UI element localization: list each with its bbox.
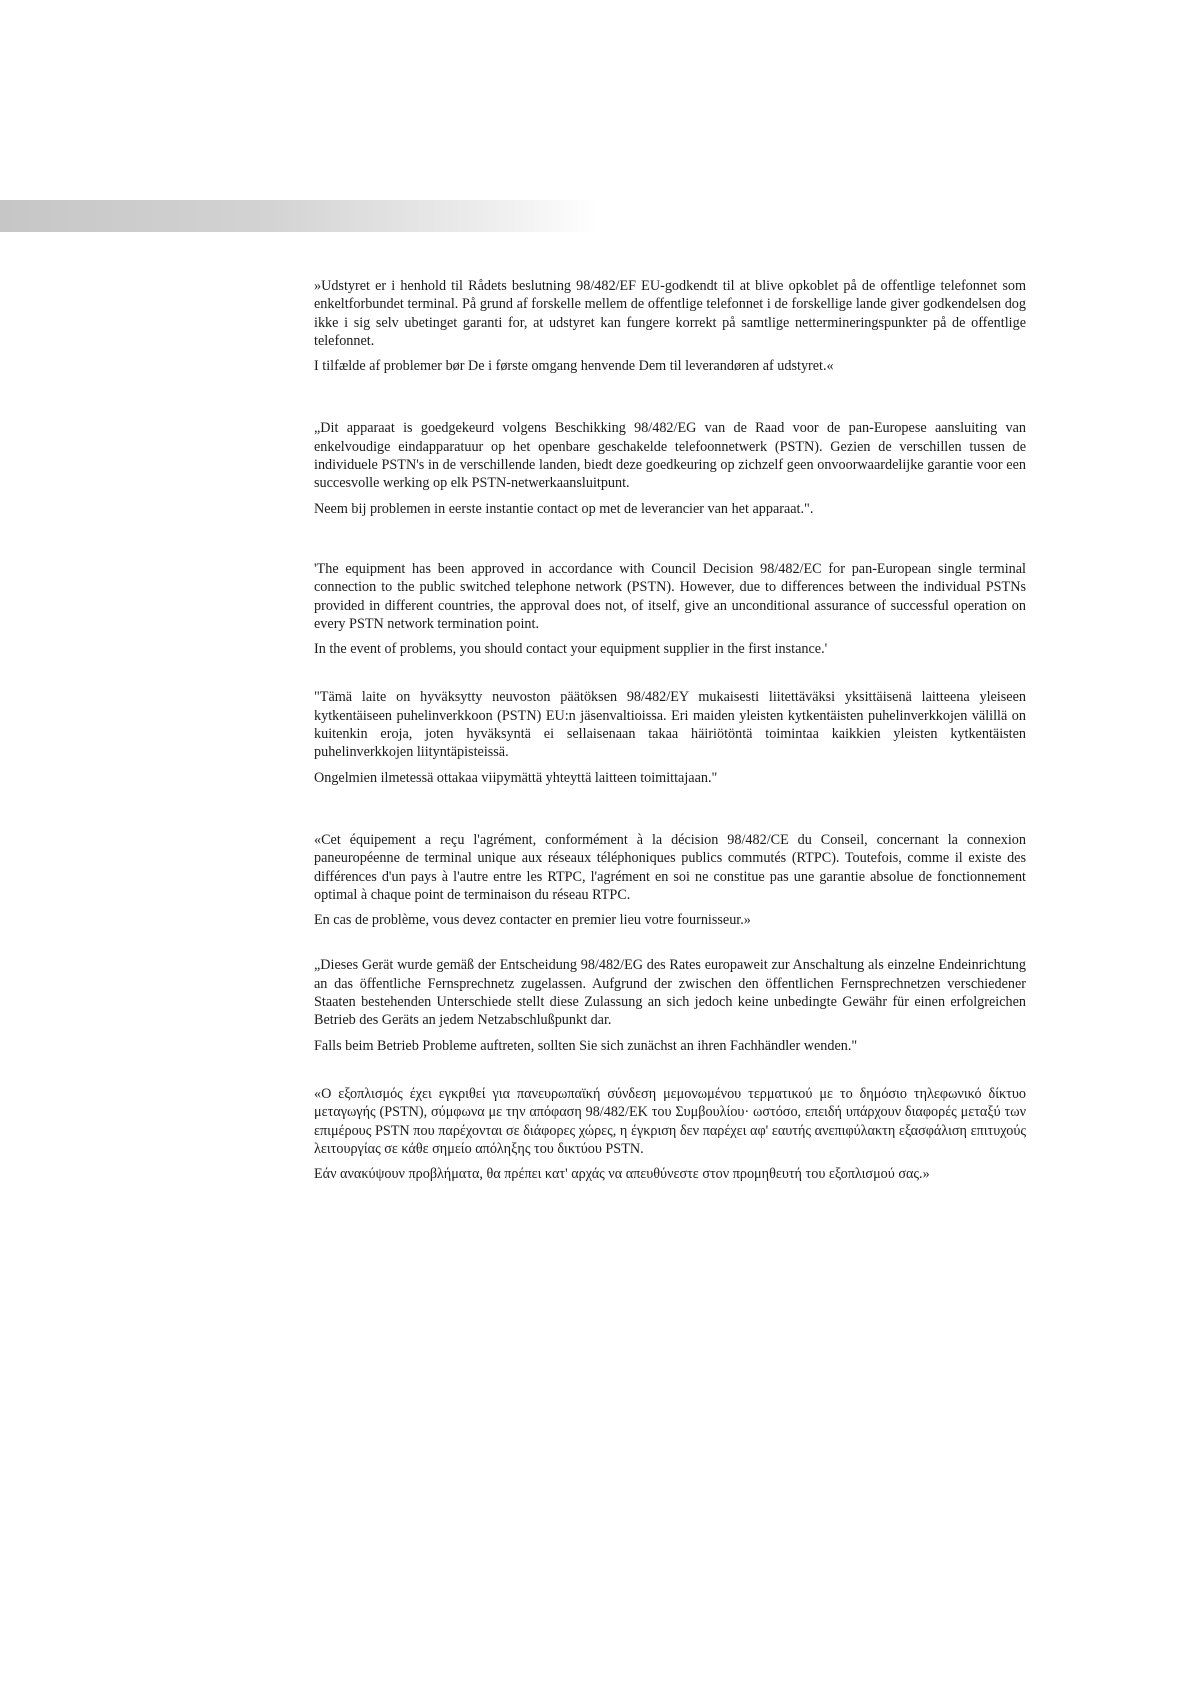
declaration-contact-note: Εάν ανακύψουν προβλήματα, θα πρέπει κατ' αρχάς να απευθύνεστε στον προμηθευτή του εξοπλισμού σας.»	[314, 1166, 930, 1183]
declaration-contact-note: Neem bij problemen in eerste instantie contact op met de leverancier van het apparaat.".	[314, 500, 814, 517]
declaration-contact-note: En cas de problème, vous devez contacter en premier lieu votre fournisseur.»	[314, 912, 751, 929]
declaration-text: «Cet équipement a reçu l'agrément, conformément à la décision 98/482/CE du Conseil, concernant la connexion paneuropéenne de terminal unique aux réseaux téléphoniques publics commutés (RTPC). Toutefois, comme il existe des différences d'un pays à l'autre entre les RTPC, l'agrément en soi ne constitue pas une garantie absolue de fonctionnement optimal à chaque point de terminaison du réseau RTPC.	[314, 831, 1026, 903]
declaration-contact-note: Falls beim Betrieb Probleme auftreten, sollten Sie sich zunächst an ihren Fachhändler wenden."	[314, 1037, 858, 1054]
declaration-english	[314, 560, 1026, 658]
declaration-contact-note: In the event of problems, you should contact your equipment supplier in the first instance.'	[314, 641, 828, 658]
declaration-german	[314, 956, 1026, 1054]
declaration-dutch	[314, 419, 1026, 517]
declaration-danish	[314, 277, 1026, 375]
declaration-text: „Dieses Gerät wurde gemäß der Entscheidung 98/482/EG des Rates europaweit zur Anschaltung als einzelne Endeinrichtung an das öffentliche Fernsprechnetz zugelassen. Aufgrund der zwischen den öffentlichen Fernsprechnetzen verschiedener Staaten bestehenden Unterschiede stellt diese Zulassung an sich jedoch keine unbedingte Gewähr für einen erfolgreichen Betrieb des Geräts an jedem Netzabschlußpunkt dar.	[314, 957, 1026, 1029]
declaration-text: »Udstyret er i henhold til Rådets beslutning 98/482/EF EU-godkendt til at blive opkoblet på de offentlige telefonnet som enkeltforbundet terminal. På grund af forskelle mellem de offentlige telefonnet i de forskellige lande giver godkendelsen dog ikke i sig selv ubetinget garanti for, at udstyret kan fungere korrekt på samtlige nettermineringspunkter på de offentlige telefonnet.	[314, 278, 1026, 349]
declaration-french	[314, 831, 1026, 929]
declaration-content	[314, 277, 1026, 1183]
declaration-contact-note: I tilfælde af problemer bør De i første omgang henvende Dem til leverandøren af udstyret.«	[314, 358, 834, 375]
declaration-text: „Dit apparaat is goedgekeurd volgens Beschikking 98/482/EG van de Raad voor de pan-Europese aansluiting van enkelvoudige eindapparatuur op het openbare geschakelde telefoonnetwerk (PSTN). Gezien de verschillen tussen de individuele PSTN's in de verschillende landen, biedt deze goedkeuring op zichzelf geen onvoorwaardelijke garantie voor een succesvolle werking op elk PSTN-netwerkaansluitpunt.	[314, 420, 1026, 492]
declaration-contact-note: Ongelmien ilmetessä ottakaa viipymättä yhteyttä laitteen toimittajaan."	[314, 769, 718, 786]
header-gradient-band	[0, 200, 600, 232]
declaration-text: "Tämä laite on hyväksytty neuvoston päätöksen 98/482/EY mukaisesti liitettäväksi yksittäisenä laitteena yleiseen kytkentäiseen puhelinverkkoon (PSTN) EU:n jäsenvaltioissa. Eri maiden yleisten kytkentäisten puhelinverkkojen välillä on kuitenkin eroja, joten hyväksyntä ei sellaisenaan takaa häiriötöntä toimintaa kaikkien yleisten kytkentäisten puhelinverkkojen liityntäpisteissä.	[314, 689, 1026, 761]
declaration-greek	[314, 1085, 1026, 1183]
declaration-text: 'The equipment has been approved in accordance with Council Decision 98/482/EC for pan-European single terminal connection to the public switched telephone network (PSTN). However, due to differences between the individual PSTNs provided in different countries, the approval does not, of itself, give an unconditional assurance of successful operation on every PSTN network termination point.	[314, 560, 1026, 632]
declaration-text: «Ο εξοπλισμός έχει εγκριθεί για πανευρωπαϊκή σύνδεση μεμονωμένου τερματικού με το δημόσιο τηλεφωνικό δίκτυο μεταγωγής (PSTN), σύμφωνα με την απόφαση 98/482/ΕΚ του Συμβουλίου· ωστόσο, επειδή υπάρχουν διαφορές μεταξύ των επιμέρους PSTN που παρέχονται σε διάφορες χώρες, η έγκριση δεν παρέχει αφ' εαυτής ανεπιφύλακτη εξασφάλιση επιτυχούς λειτουργίας σε κάθε σημείο απόληξης του δικτύου PSTN.	[314, 1085, 1026, 1157]
declaration-finnish	[314, 688, 1026, 786]
